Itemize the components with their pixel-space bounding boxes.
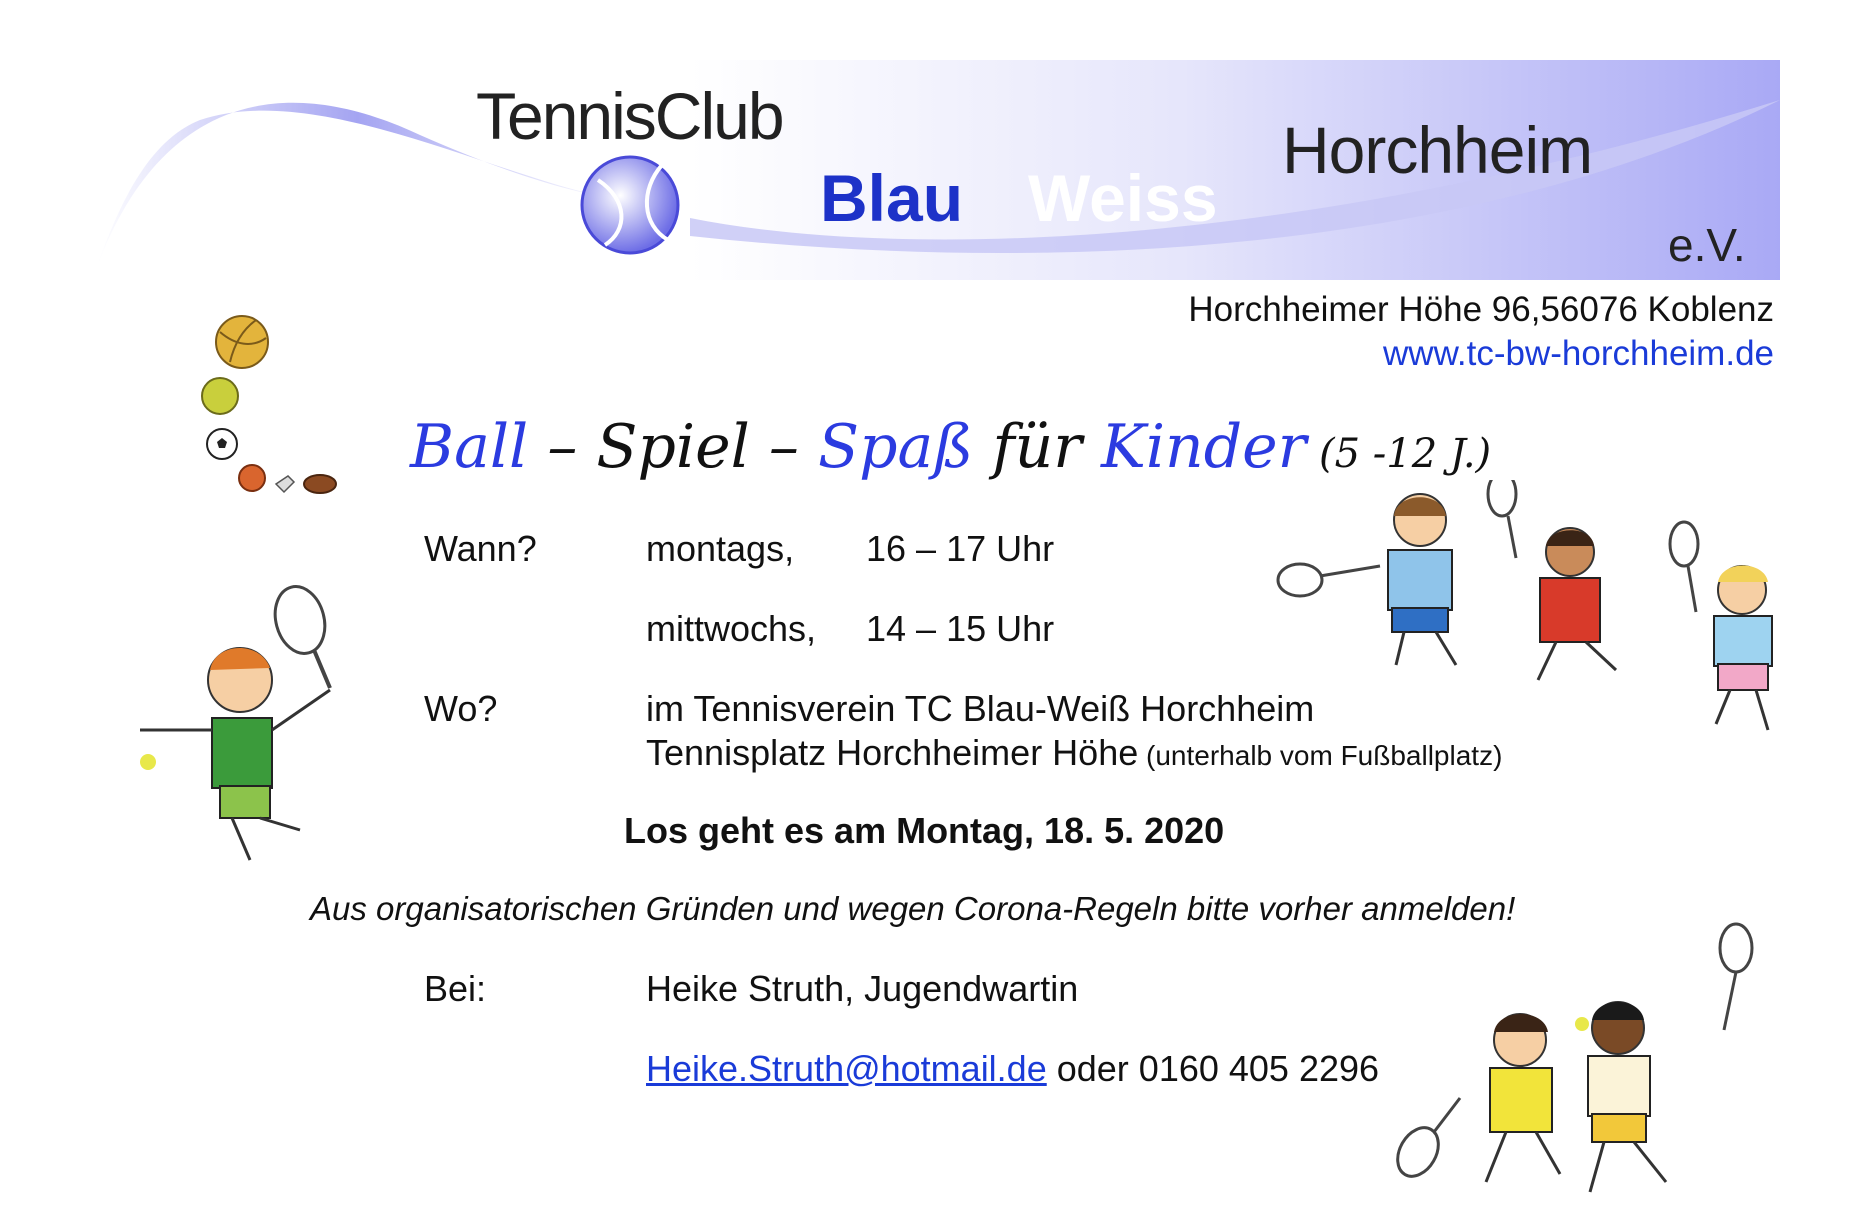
football-icon <box>304 475 336 493</box>
start-date: Los geht es am Montag, 18. 5. 2020 <box>624 810 1225 851</box>
where-line1: im Tennisverein TC Blau-Weiß Horchheim <box>646 688 1315 729</box>
where-label: Wo? <box>424 688 498 729</box>
contact-email-link[interactable]: Heike.Struth@hotmail.de <box>646 1048 1047 1089</box>
two-kids-clipart <box>1390 920 1810 1220</box>
logo-text-blau: Blau <box>820 161 964 235</box>
where-note: (unterhalb vom Fußballplatz) <box>1138 740 1503 771</box>
title-fuer: für <box>973 412 1102 482</box>
logo-text-horchheim: Horchheim <box>1282 113 1593 187</box>
title-spiel: Spiel <box>596 412 750 482</box>
page-title <box>410 412 1491 482</box>
day-wednesday: mittwochs, <box>646 608 817 649</box>
time-monday: 16 – 17 Uhr <box>866 528 1055 569</box>
racket-icon <box>268 581 332 659</box>
club-address: Horchheimer Höhe 96,56076 Koblenz <box>1188 290 1774 329</box>
contact-name: Heike Struth, Jugendwartin <box>646 968 1079 1009</box>
contact-line <box>646 1048 1379 1090</box>
shuttlecock-icon <box>276 476 294 492</box>
logo-text-weiss: Weiss <box>1028 161 1218 235</box>
club-website-link[interactable]: www.tc-bw-horchheim.de <box>1383 334 1774 373</box>
contact-label: Bei: <box>424 968 487 1009</box>
title-age-range: (5 -12 J.) <box>1306 431 1492 477</box>
when-label: Wann? <box>424 528 537 569</box>
logo-text-tennisclub: TennisClub <box>476 79 783 153</box>
title-ball: Ball <box>410 412 529 482</box>
title-spass: Spaß <box>817 412 974 482</box>
boy-with-racket-clipart <box>120 580 360 880</box>
contact-phone: oder 0160 405 2296 <box>1046 1048 1380 1089</box>
tennis-ball-icon <box>202 378 238 414</box>
title-kinder: Kinder <box>1101 412 1307 482</box>
three-kids-clipart <box>1270 480 1830 750</box>
registration-notice: Aus organisatorischen Gründen und wegen Corona-Regeln bitte vorher anmelden! <box>310 890 1516 927</box>
title-sep1: – <box>528 412 597 482</box>
title-sep2: – <box>749 412 818 482</box>
sports-balls-clipart <box>190 300 350 520</box>
time-wednesday: 14 – 15 Uhr <box>866 608 1055 649</box>
where-line2-text: Tennisplatz Horchheimer Höhe <box>646 732 1139 773</box>
day-monday: montags, <box>646 528 795 569</box>
logo-text-ev: e.V. <box>1668 219 1746 271</box>
green-shirt <box>212 718 272 788</box>
basketball-icon <box>239 465 265 491</box>
